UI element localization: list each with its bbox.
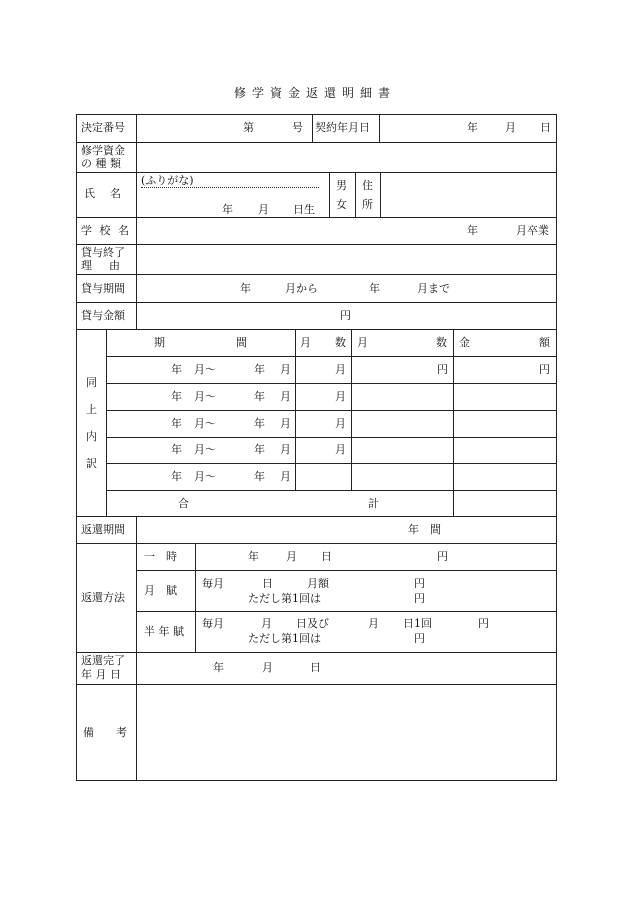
completion-date-label-2: 年 月 日: [81, 668, 121, 681]
row4-month2: 月: [280, 443, 291, 456]
birth-year: 年: [222, 203, 233, 216]
completion-month: 月: [262, 661, 273, 674]
repayment-method-label: 返還方法: [81, 591, 125, 604]
name-label: 氏 名: [84, 187, 123, 200]
contract-date-month: 月: [505, 121, 516, 134]
completion-day: 日: [310, 661, 321, 674]
monthly-every: 毎月: [202, 577, 224, 590]
header-monthly-a: 月: [357, 336, 368, 349]
header-amount-b: 額: [539, 336, 550, 349]
school-year: 年: [467, 224, 478, 237]
loan-end-reason-label-1: 貸与終了: [81, 246, 125, 259]
loan-period-to-year: 年: [369, 282, 380, 295]
monthly-day: 日: [262, 577, 273, 590]
semi-and: 日及び: [296, 617, 329, 630]
row1-months: 月: [335, 363, 346, 376]
gender-female: 女: [336, 198, 347, 211]
row2-year2: 年: [254, 390, 265, 403]
semi-first: ただし第1回は: [248, 632, 321, 645]
lump-month: 月: [286, 550, 297, 563]
row1-monthly: 円: [437, 363, 448, 376]
row4-year2: 年: [254, 443, 265, 456]
loan-period-from-month: 月から: [285, 282, 318, 295]
school-graduation: 月卒業: [516, 224, 549, 237]
address-label-2: 所: [362, 198, 373, 211]
row3-year2: 年: [254, 417, 265, 430]
row5-month2: 月: [280, 470, 291, 483]
row2-months: 月: [335, 390, 346, 403]
semi-once: 日1回: [403, 617, 432, 630]
completion-date-label-1: 返還完了: [81, 654, 125, 667]
loan-amount-yen: 円: [340, 309, 351, 322]
lump-year: 年: [248, 550, 259, 563]
lump-yen: 円: [437, 550, 448, 563]
document-title: 修学資金返還明細書: [233, 86, 396, 100]
row2-month1: 月〜: [194, 390, 216, 403]
birth-day: 日生: [293, 203, 315, 216]
contract-date-label: 契約年月日: [315, 121, 370, 134]
breakdown-side-label-2: 上: [86, 403, 97, 416]
school-label: 学 校 名: [81, 224, 131, 237]
row2-month2: 月: [280, 390, 291, 403]
repayment-period-label: 返還期間: [81, 523, 125, 536]
lump-day: 日: [321, 550, 332, 563]
row4-months: 月: [335, 443, 346, 456]
row5-year1: 年: [171, 470, 182, 483]
row5-year2: 年: [254, 470, 265, 483]
header-monthly-b: 数: [436, 336, 447, 349]
row3-months: 月: [335, 417, 346, 430]
header-amount-a: 金: [459, 336, 470, 349]
scholarship-type-label-2: の 種 類: [81, 157, 121, 170]
total-label-b: 計: [368, 497, 379, 510]
monthly-label: 月 賦: [144, 584, 177, 597]
row3-month1: 月〜: [194, 417, 216, 430]
row1-month1: 月〜: [194, 363, 216, 376]
row1-year2: 年: [254, 363, 265, 376]
decision-number-dai: 第: [243, 121, 254, 134]
semi-month: 月: [261, 617, 272, 630]
address-label-1: 住: [362, 179, 373, 192]
header-months-b: 数: [335, 336, 346, 349]
header-period-a: 期: [154, 336, 165, 349]
repayment-period-years: 年 間: [408, 523, 441, 536]
header-months-a: 月: [300, 336, 311, 349]
breakdown-side-label-1: 同: [86, 376, 97, 389]
loan-amount-label: 貸与金額: [81, 309, 125, 322]
semiannual-label: 半 年 賦: [144, 625, 184, 638]
breakdown-side-label-4: 訳: [86, 457, 97, 470]
row4-month1: 月〜: [194, 443, 216, 456]
lump-sum-label: 一 時: [144, 550, 177, 563]
semi-first-yen: 円: [414, 632, 425, 645]
birth-month: 月: [258, 203, 269, 216]
row2-year1: 年: [171, 390, 182, 403]
monthly-first: ただし第1回は: [248, 592, 321, 605]
furigana-dotted-line: [141, 187, 319, 188]
row1-month2: 月: [280, 363, 291, 376]
contract-date-year: 年: [467, 121, 478, 134]
row3-year1: 年: [171, 417, 182, 430]
monthly-first-yen: 円: [414, 592, 425, 605]
contract-date-day: 日: [540, 121, 551, 134]
monthly-yen: 円: [414, 577, 425, 590]
monthly-amount-label: 月額: [307, 577, 329, 590]
loan-period-to-month: 月まで: [417, 282, 450, 295]
row5-month1: 月〜: [194, 470, 216, 483]
row4-year1: 年: [171, 443, 182, 456]
decision-number-label: 決定番号: [81, 121, 125, 134]
total-label-a: 合: [178, 497, 189, 510]
loan-end-reason-label-2: 理 由: [81, 259, 123, 272]
scholarship-type-label-1: 修学資金: [81, 144, 125, 157]
semi-every: 毎月: [202, 617, 224, 630]
header-period-b: 間: [236, 336, 247, 349]
completion-year: 年: [213, 661, 224, 674]
furigana-label: (ふりがな): [141, 174, 194, 187]
row1-amount: 円: [539, 363, 550, 376]
row3-month2: 月: [280, 417, 291, 430]
semi-yen: 円: [478, 617, 489, 630]
semi-month2: 月: [368, 617, 379, 630]
decision-number-go: 号: [292, 121, 303, 134]
gender-male: 男: [336, 179, 347, 192]
remarks-label: 備 考: [83, 726, 127, 739]
loan-period-from-year: 年: [240, 282, 251, 295]
breakdown-side-label-3: 内: [86, 430, 97, 443]
loan-period-label: 貸与期間: [81, 282, 125, 295]
row1-year1: 年: [171, 363, 182, 376]
